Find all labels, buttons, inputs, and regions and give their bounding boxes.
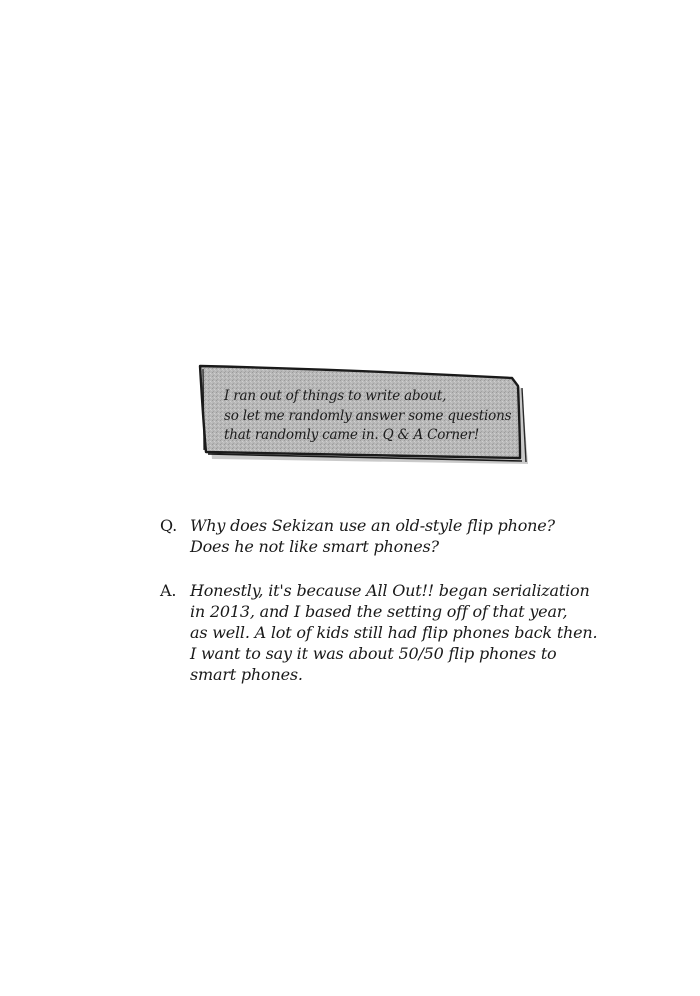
note-box bbox=[196, 360, 532, 468]
answer-block bbox=[160, 580, 598, 690]
question-line: Does he not like smart phones? bbox=[190, 537, 439, 556]
note-line: so let me randomly answer some questions bbox=[224, 407, 512, 424]
question-line: Why does Sekizan use an old-style flip phone? bbox=[190, 516, 555, 535]
answer-line: as well. A lot of kids still had flip phones back then. bbox=[190, 623, 598, 642]
answer-text bbox=[190, 580, 597, 685]
answer-line: in 2013, and I based the setting off of that year, bbox=[190, 602, 568, 621]
question-text bbox=[190, 515, 555, 557]
note-line: that randomly came in. Q & A Corner! bbox=[224, 427, 480, 443]
answer-line: Honestly, it's because All Out!! began serialization bbox=[190, 581, 590, 600]
question-marker: Q. bbox=[160, 516, 178, 535]
answer-marker: A. bbox=[160, 581, 177, 600]
answer-line: I want to say it was about 50/50 flip phones to bbox=[190, 644, 557, 663]
note-line: I ran out of things to write about, bbox=[224, 388, 447, 404]
note-text bbox=[224, 387, 524, 446]
answer-line: smart phones. bbox=[190, 665, 303, 684]
question-block bbox=[160, 515, 580, 563]
